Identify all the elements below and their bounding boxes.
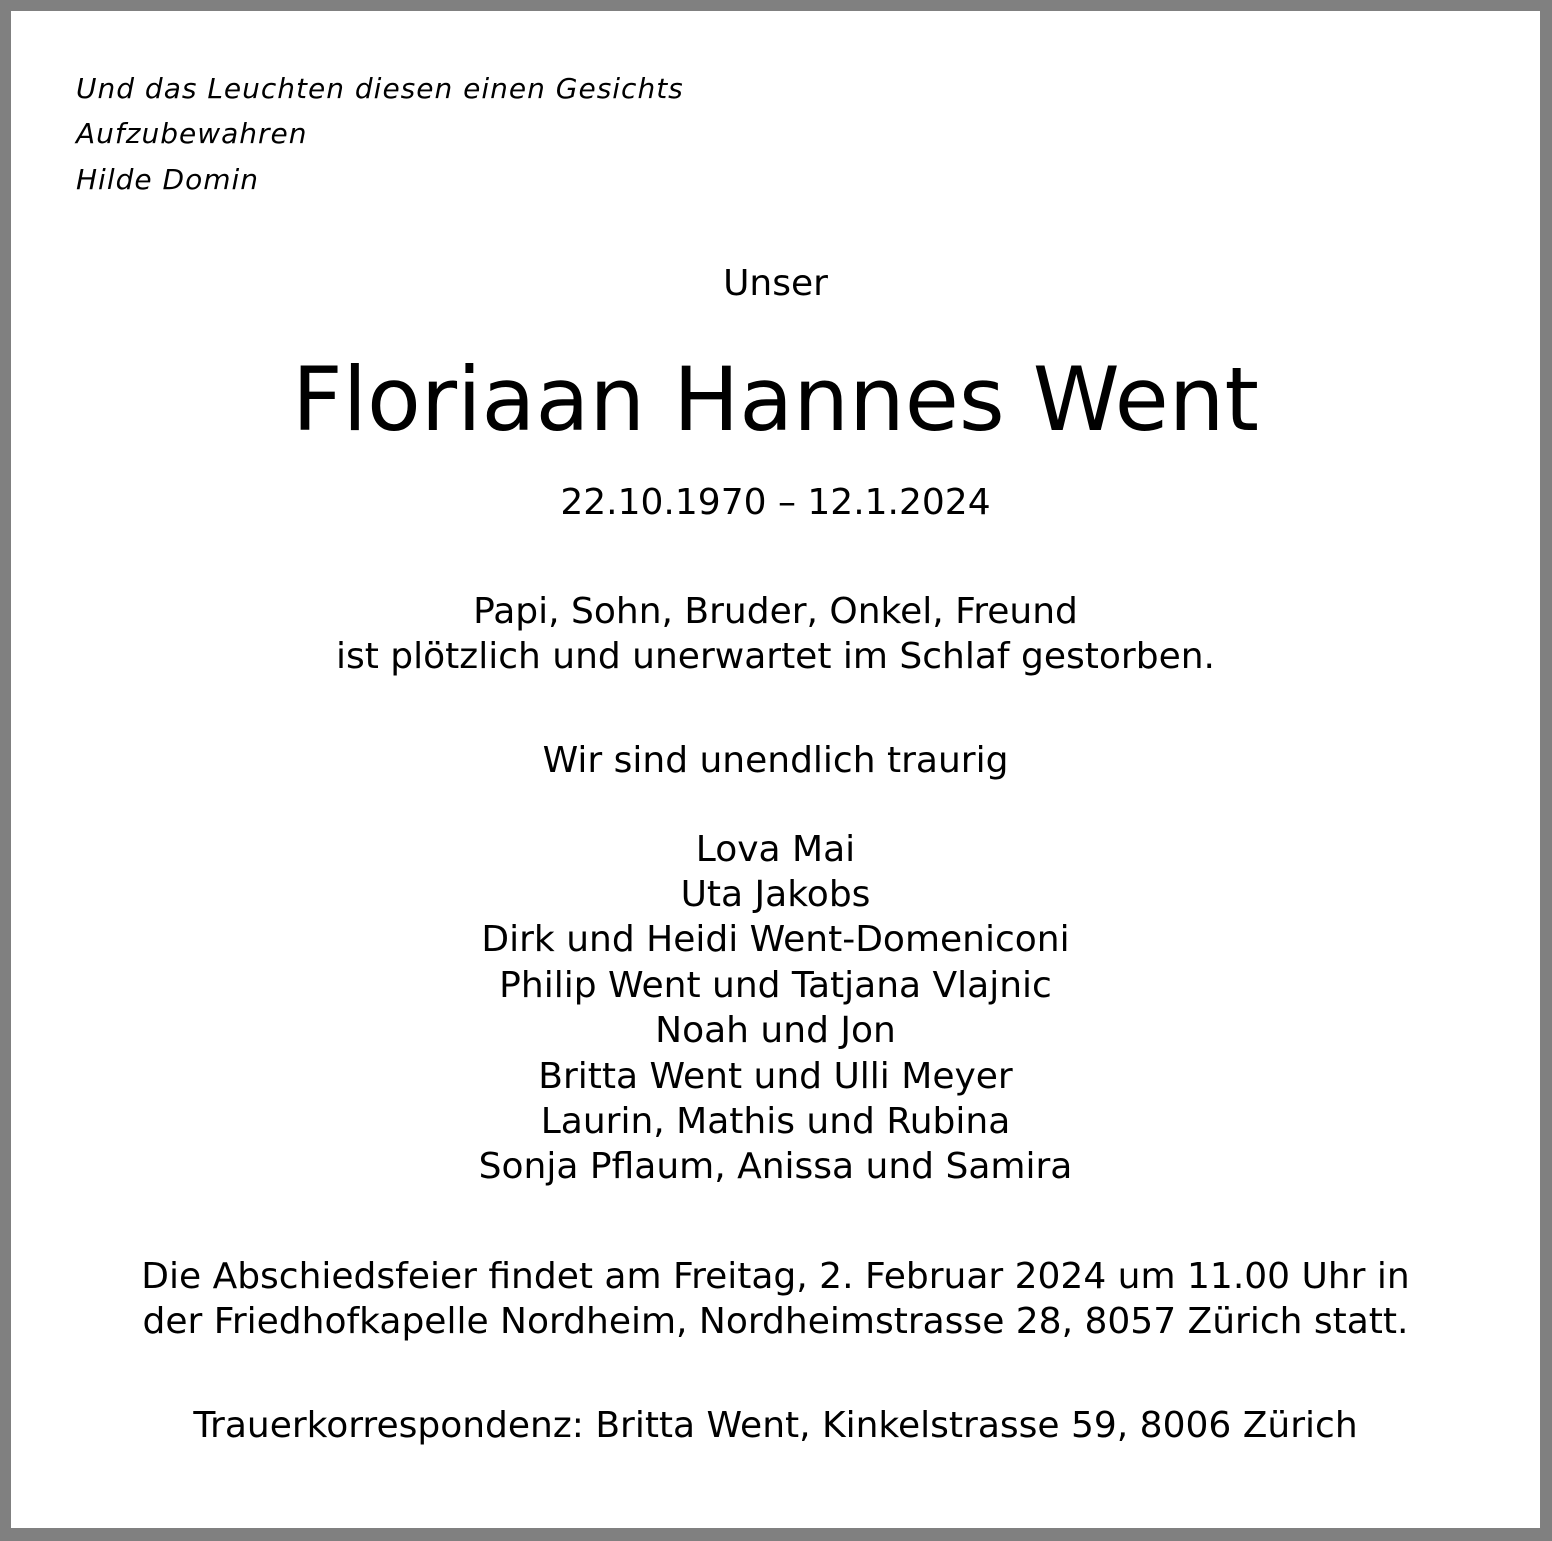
mourner-name: Britta Went und Ulli Meyer: [538, 1056, 1013, 1097]
mourner-name: Uta Jakobs: [680, 874, 871, 915]
obituary-card: [11, 11, 1540, 1528]
mourner-name: Laurin, Mathis und Rubina: [540, 1101, 1011, 1142]
intro-text: Unser: [723, 263, 828, 304]
mourner-name: Noah und Jon: [655, 1010, 896, 1051]
message-line-2: ist plötzlich und unerwartet im Schlaf gestorben.: [335, 636, 1215, 677]
deceased-name: Floriaan Hannes Went: [291, 348, 1259, 451]
quote-author: Hilde Domin: [76, 163, 260, 196]
life-dates: 22.10.1970 – 12.1.2024: [560, 482, 991, 523]
mourner-name: Dirk und Heidi Went-Domeniconi: [481, 919, 1070, 960]
mourning-statement: Wir sind unendlich traurig: [542, 740, 1009, 781]
mourner-name: Philip Went und Tatjana Vlajnic: [499, 965, 1052, 1006]
ceremony-line-2: der Friedhofkapelle Nordheim, Nordheimstrasse 28, 8057 Zürich statt.: [142, 1301, 1409, 1342]
quote-line-2: Aufzubewahren: [76, 117, 308, 150]
mourner-name: Sonja Pflaum, Anissa und Samira: [478, 1146, 1073, 1187]
message-line-1: Papi, Sohn, Bruder, Onkel, Freund: [473, 591, 1078, 632]
quote-line-1: Und das Leuchten diesen einen Gesichts: [76, 72, 684, 105]
mourner-name: Lova Mai: [695, 829, 856, 870]
correspondence-address: Trauerkorrespondenz: Britta Went, Kinkelstrasse 59, 8006 Zürich: [193, 1405, 1358, 1446]
ceremony-line-1: Die Abschiedsfeier findet am Freitag, 2. Februar 2024 um 11.00 Uhr in: [141, 1256, 1410, 1297]
